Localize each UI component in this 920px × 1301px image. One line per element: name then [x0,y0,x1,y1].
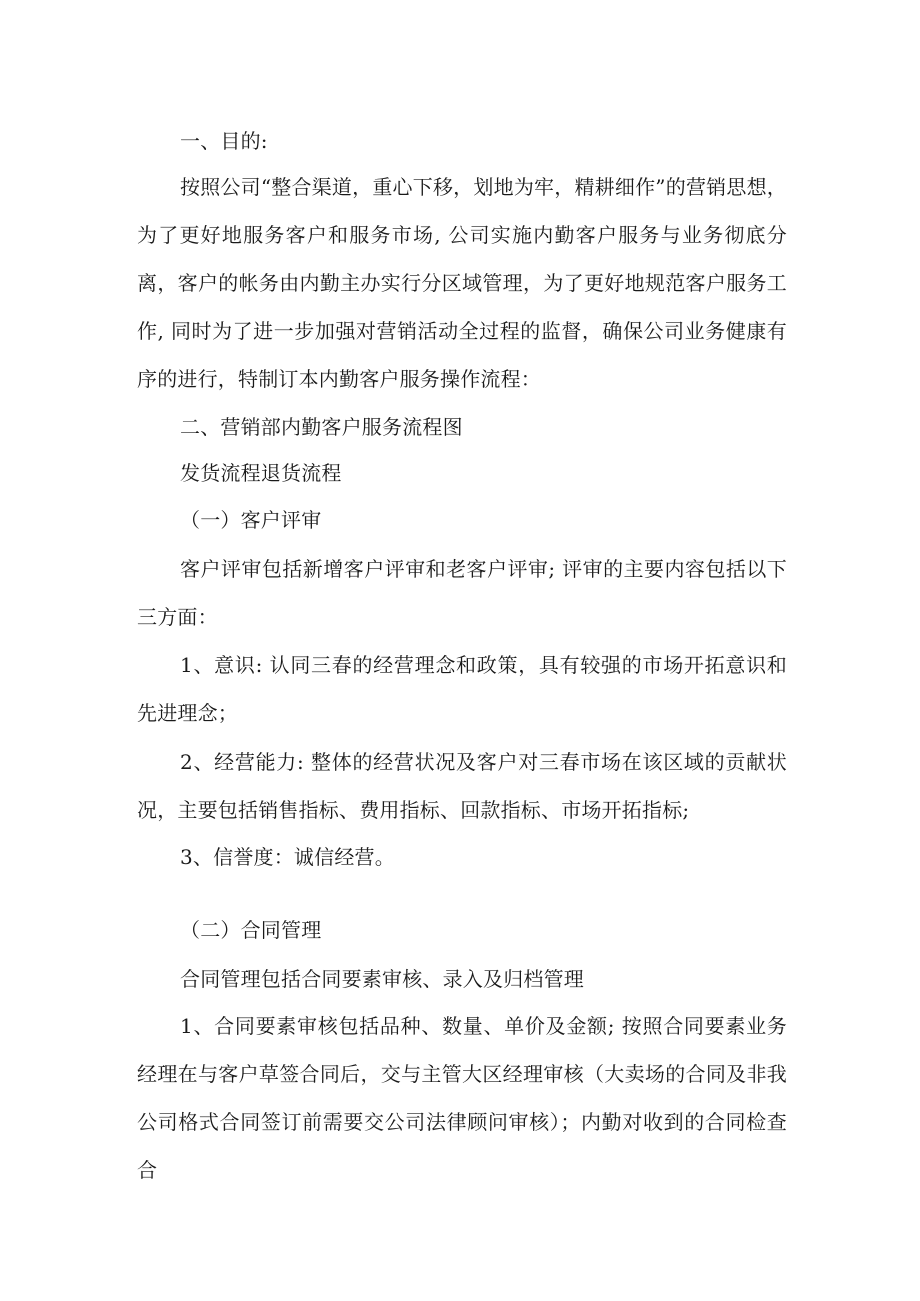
section-heading-purpose: 一、目的: [180,129,268,153]
list-item-contract-review: 1、合同要素审核包括品种、数量、单价及金额; 按照合同要素业务经理在与客户草签合同后，交与主管大区经理审核（大卖场的合同及非我公司格式合同签订前需要交公司法律顾问审核）；内勤对收到的合同检查合 [137,1014,787,1182]
section-heading-flowchart: 二、营销部内勤客户服务流程图 [180,415,463,439]
subsection-heading-contract-management: （二）合同管理 [180,918,322,942]
paragraph-contract-management-intro: 合同管理包括合同要素审核、录入及归档管理 [180,967,584,991]
paragraph-purpose-body: 按照公司“整合渠道，重心下移，划地为牢，精耕细作”的营销思想，为了更好地服务客户和服务市场, 公司实施内勤客户服务与业务彻底分离，客户的帐务由内勤主办实行分区域管理，为了更好地规范客户服务工作, 同时为了进一步加强对营销活动全过程的监督，确保公司业务健康有序的进行，特制订本内勤客户服务操作流程： [137,175,787,391]
list-item-credibility: 3、信誉度：诚信经营。 [180,845,395,869]
list-item-business-ability: 2、经营能力: 整体的经营状况及客户对三春市场在该区域的贡献状况，主要包括销售指标、费用指标、回款指标、市场开拓指标; [137,750,787,822]
subsection-heading-customer-review: （一）客户评审 [180,508,322,532]
paragraph-customer-review-intro: 客户评审包括新增客户评审和老客户评审; 评审的主要内容包括以下三方面： [137,557,787,629]
flowchart-caption: 发货流程退货流程 [180,461,342,485]
list-item-awareness: 1、意识: 认同三春的经营理念和政策，具有较强的市场开拓意识和先进理念； [137,653,787,725]
